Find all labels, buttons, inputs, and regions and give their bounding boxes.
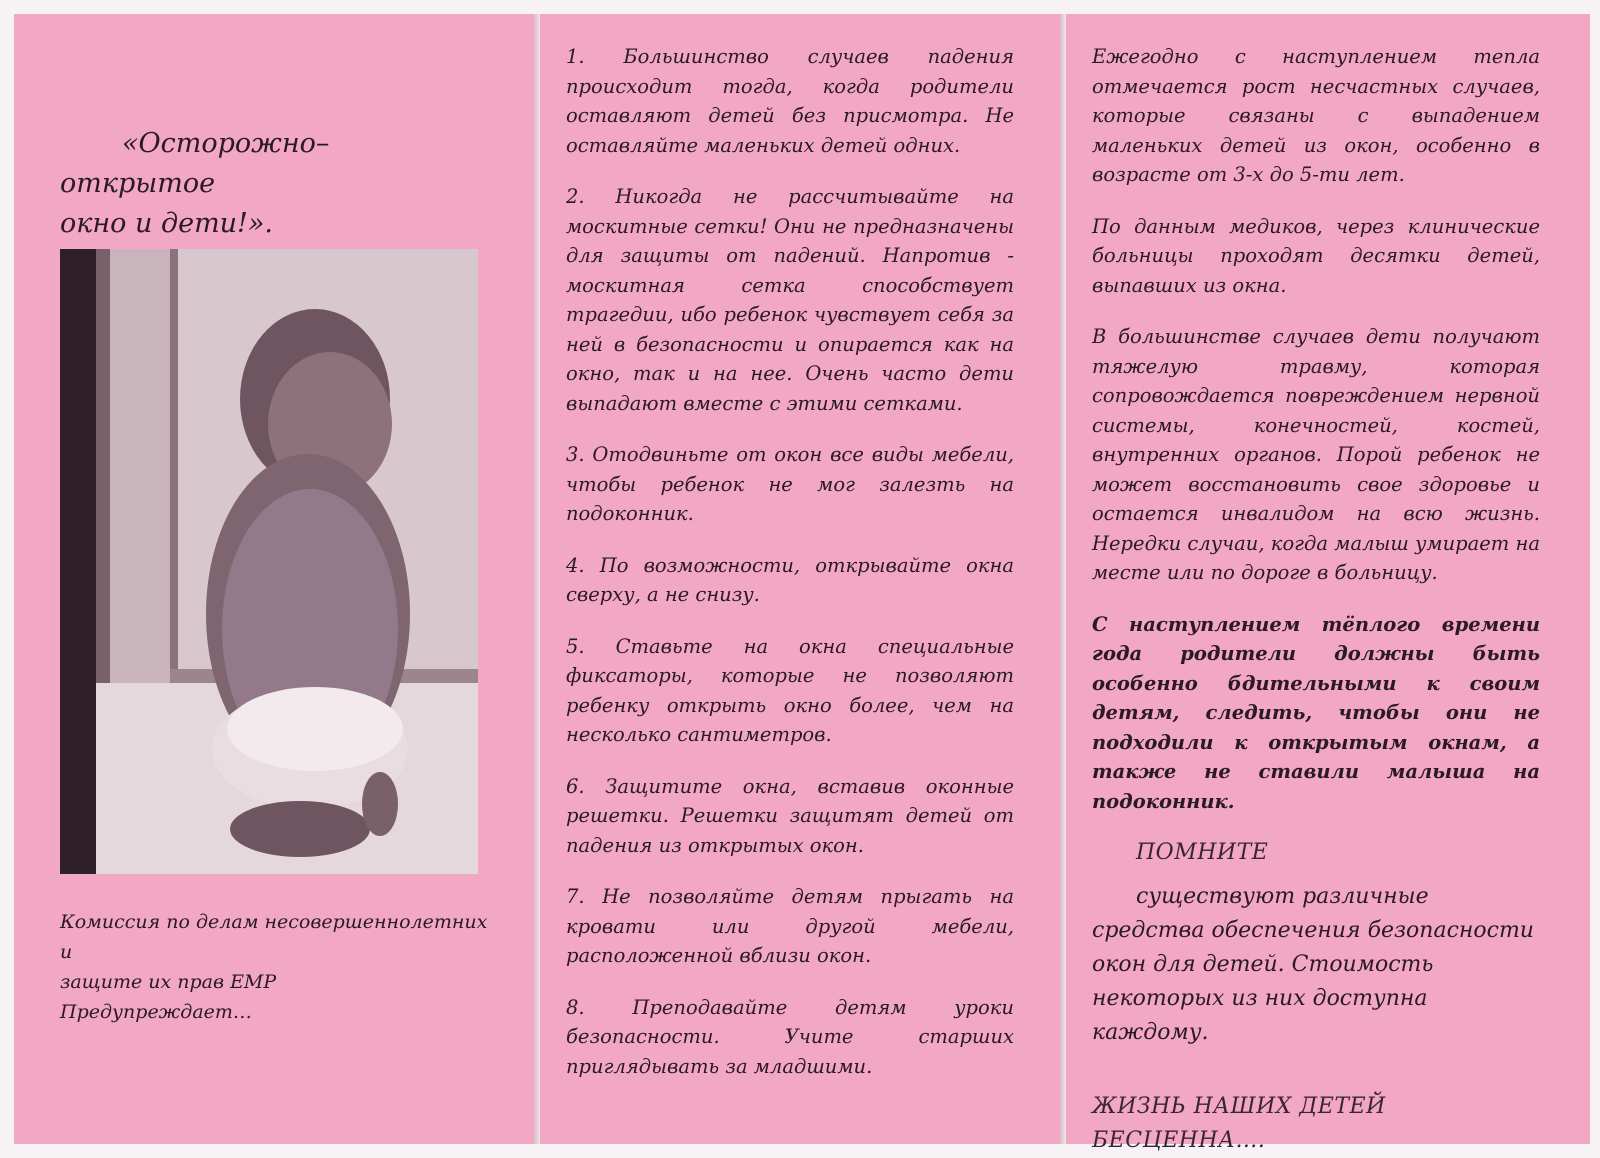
title-part-2: открытое	[60, 168, 216, 199]
remember-heading: ПОМНИТЕ	[1136, 840, 1269, 865]
baby-photo-illustration	[60, 249, 478, 874]
middle-panel	[540, 14, 1060, 1144]
tip-8: 8. Преподавайте детям уроки безопасности. Учите старших приглядывать за младшими.	[566, 995, 1014, 1078]
tip-1: 1. Большинство случаев падения происходит тогда, когда родители оставляют детей без присмотра. Не оставляйте маленьких детей одних.	[566, 45, 1014, 157]
tip-5: 5. Ставьте на окна специальные фиксаторы, которые не позволяют ребенку открыть окно более, чем на несколько сантиметров.	[566, 634, 1014, 746]
tip-2: 2. Никогда не рассчитывайте на москитные сетки! Они не предназначены для защиты от падений. Напротив - москитная сетка способствует трагедии, ибо ребенок чувствует себя за ней в безопасности и опирается как на окно, так и на нее. Очень часто дети выпадают вместе с этими сетками.	[566, 185, 1014, 415]
tip-4: 4. По возможности, открывайте окна сверху, а не снизу.	[566, 553, 1014, 606]
warning-paragraph: С наступлением тёплого времени года родители должны быть особенно бдительными к своим детям, следить, чтобы они не подходили к открытым окнам, а также не ставили малыша на подоконник.	[1092, 612, 1540, 813]
tip-6: 6. Защитите окна, вставив оконные решетки. Решетки защитят детей от падения из открытых окон.	[566, 774, 1014, 857]
info-paragraph-1: Ежегодно с наступлением тепла отмечается рост несчастных случаев, которые связаны с выпадением маленьких детей из окон, особенно в возрасте от 3-х до 5-ти лет.	[1092, 45, 1540, 186]
info-paragraph-2: По данным медиков, через клинические больницы проходят десятки детей, выпавших из окна.	[1092, 214, 1540, 297]
final-slogan-line-1: ЖИЗНЬ НАШИХ ДЕТЕЙ	[1092, 1093, 1386, 1119]
final-slogan-line-2: БЕСЦЕННА….	[1092, 1127, 1266, 1153]
tip-3: 3. Отодвиньте от окон все виды мебели, чтобы ребенок не мог залезть на подоконник.	[566, 443, 1014, 525]
title-part-3: окно и дети!».	[60, 208, 274, 239]
tip-7: 7. Не позволяйте детям прыгать на кровати или другой мебели, расположенной вблизи окон.	[566, 885, 1014, 967]
title-part-1: «Осторожно–	[122, 128, 330, 159]
caption-line-2: защите их прав ЕМР	[60, 971, 277, 993]
safety-tips-list	[566, 42, 1014, 1103]
info-column	[1092, 42, 1540, 1158]
leaflet-title	[60, 124, 500, 244]
baby-at-window-photo	[60, 249, 478, 874]
caption	[60, 907, 500, 1027]
left-panel	[14, 14, 534, 1144]
caption-line-1: Комиссия по делам несовершеннолетних и	[60, 911, 488, 963]
right-panel	[1066, 14, 1590, 1153]
remember-text: существуют различные средства обеспечения безопасности окон для детей. Стоимость некоторых из них доступна каждому.	[1092, 883, 1534, 1045]
info-paragraph-3: В большинстве случаев дети получают тяжелую травму, которая сопровождается повреждением нервной системы, конечностей, костей, внутренних органов. Порой ребенок не может восстановить свое здоровье и остается инвалидом на всю жизнь. Нередки случаи, когда малыш умирает на месте или по дороге в больницу.	[1092, 325, 1540, 584]
caption-line-3: Предупреждает…	[60, 1001, 252, 1023]
